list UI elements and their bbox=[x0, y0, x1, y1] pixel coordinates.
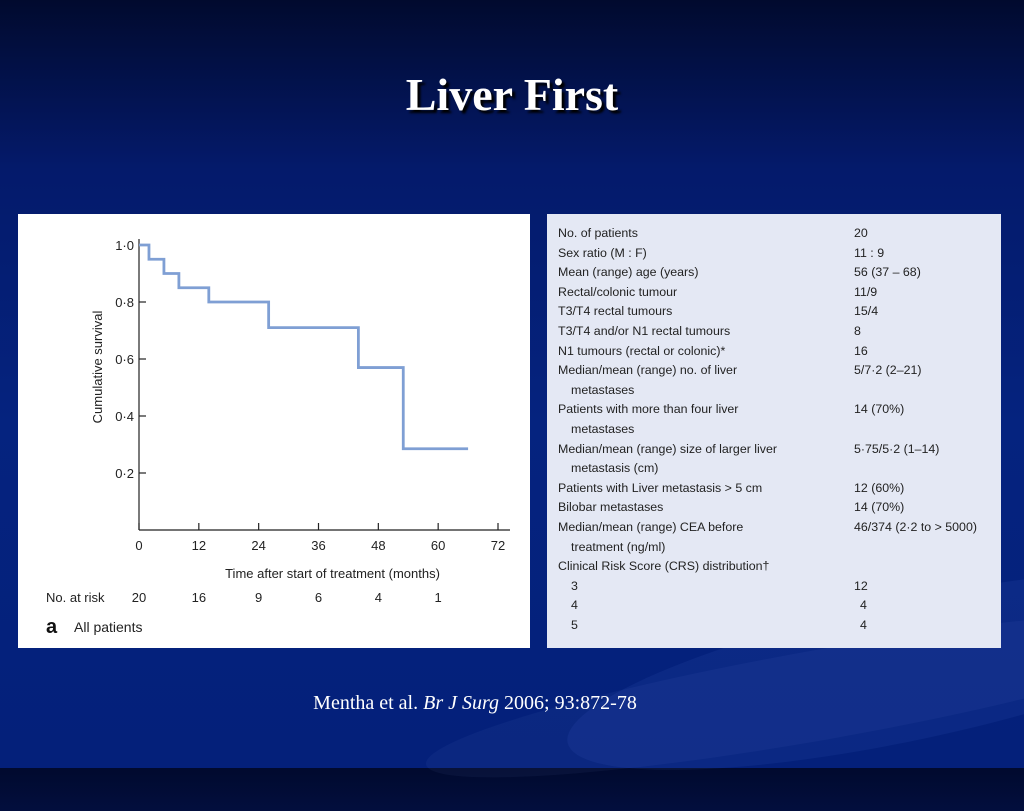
x-tick-label: 60 bbox=[430, 538, 446, 553]
table-row-label: Median/mean (range) size of larger liver bbox=[558, 441, 777, 456]
survival-step-line bbox=[139, 245, 468, 449]
table-row-value: 5·75/5·2 (1–14) bbox=[854, 441, 940, 456]
table-row-label: Median/mean (range) no. of liver bbox=[558, 363, 738, 378]
y-tick-label: 0·6 bbox=[115, 352, 134, 367]
at-risk-value: 1 bbox=[434, 590, 442, 605]
table-row-label: T3/T4 rectal tumours bbox=[558, 304, 673, 319]
table-row-value: 11 : 9 bbox=[854, 245, 885, 260]
table-row-label: 5 bbox=[571, 618, 578, 632]
table-row-label: treatment (ng/ml) bbox=[571, 539, 666, 554]
table-row-value: 12 bbox=[854, 578, 868, 593]
x-tick-label: 12 bbox=[191, 538, 207, 553]
table-row-label: Median/mean (range) CEA before bbox=[558, 520, 744, 534]
table-row-value: 12 (60%) bbox=[854, 480, 905, 495]
table-row-value: 5/7·2 (2–21) bbox=[854, 363, 922, 378]
citation-journal: Br J Surg bbox=[423, 692, 500, 714]
table-row-value: 14 (70%) bbox=[854, 402, 905, 417]
table-row-label: 3 bbox=[571, 578, 578, 593]
table-row-value: 8 bbox=[854, 324, 861, 338]
table-row-value: 4 bbox=[860, 598, 867, 613]
table-row-value: 11/9 bbox=[854, 284, 878, 299]
table-row-label: No. of patients bbox=[558, 226, 638, 240]
y-tick-label: 0·2 bbox=[115, 466, 134, 481]
table-row-label: Rectal/colonic tumour bbox=[558, 284, 678, 299]
table-row-label: Patients with Liver metastasis > 5 cm bbox=[558, 480, 763, 495]
table-row-label: N1 tumours (rectal or colonic)* bbox=[558, 343, 726, 358]
x-tick-label: 36 bbox=[311, 538, 326, 553]
table-row-label: metastases bbox=[571, 382, 635, 397]
table-row-label: metastases bbox=[571, 422, 635, 436]
survival-chart-panel bbox=[18, 214, 530, 648]
table-row-value: 56 (37 – 68) bbox=[854, 265, 921, 280]
x-tick-label: 24 bbox=[251, 538, 266, 553]
at-risk-value: 4 bbox=[374, 590, 382, 605]
survival-chart bbox=[18, 214, 530, 648]
table-row-value: 14 (70%) bbox=[854, 500, 905, 515]
table-row-label: Bilobar metastases bbox=[558, 500, 664, 515]
table-row-label: Mean (range) age (years) bbox=[558, 265, 699, 280]
table-row-value: 15/4 bbox=[854, 304, 879, 319]
citation bbox=[0, 692, 950, 715]
citation-details: 2006; 93:872-78 bbox=[504, 692, 637, 714]
table-row-label: Clinical Risk Score (CRS) distribution† bbox=[558, 559, 770, 574]
table-row-value: 16 bbox=[854, 343, 868, 358]
y-tick-label: 1·0 bbox=[115, 238, 134, 253]
panel-caption: All patients bbox=[74, 619, 143, 635]
table-row-label: T3/T4 and/or N1 rectal tumours bbox=[558, 324, 731, 338]
x-tick-label: 48 bbox=[371, 538, 386, 553]
at-risk-value: 20 bbox=[131, 590, 147, 605]
at-risk-value: 16 bbox=[191, 590, 207, 605]
table-row-label: Sex ratio (M : F) bbox=[558, 245, 647, 260]
table-row-label: 4 bbox=[571, 598, 578, 613]
at-risk-label: No. at risk bbox=[46, 590, 105, 605]
x-tick-label: 0 bbox=[135, 538, 143, 553]
patient-characteristics-table bbox=[547, 214, 1001, 648]
panel-letter: a bbox=[46, 616, 58, 638]
table-row-value: 4 bbox=[860, 618, 867, 632]
table-row-value: 20 bbox=[854, 226, 868, 240]
y-axis-label: Cumulative survival bbox=[90, 310, 105, 424]
y-tick-label: 0·8 bbox=[115, 295, 134, 310]
table-row-label: Patients with more than four liver bbox=[558, 402, 739, 417]
x-axis-label: Time after start of treatment (months) bbox=[225, 566, 440, 581]
table-row-label: metastasis (cm) bbox=[571, 461, 659, 476]
y-tick-label: 0·4 bbox=[115, 409, 134, 424]
at-risk-value: 6 bbox=[314, 590, 323, 605]
x-tick-label: 72 bbox=[490, 538, 506, 553]
at-risk-value: 9 bbox=[255, 590, 263, 605]
table-row-value: 46/374 (2·2 to > 5000) bbox=[854, 520, 977, 534]
citation-authors: Mentha et al. bbox=[313, 692, 419, 714]
slide-title: Liver First bbox=[405, 69, 619, 120]
